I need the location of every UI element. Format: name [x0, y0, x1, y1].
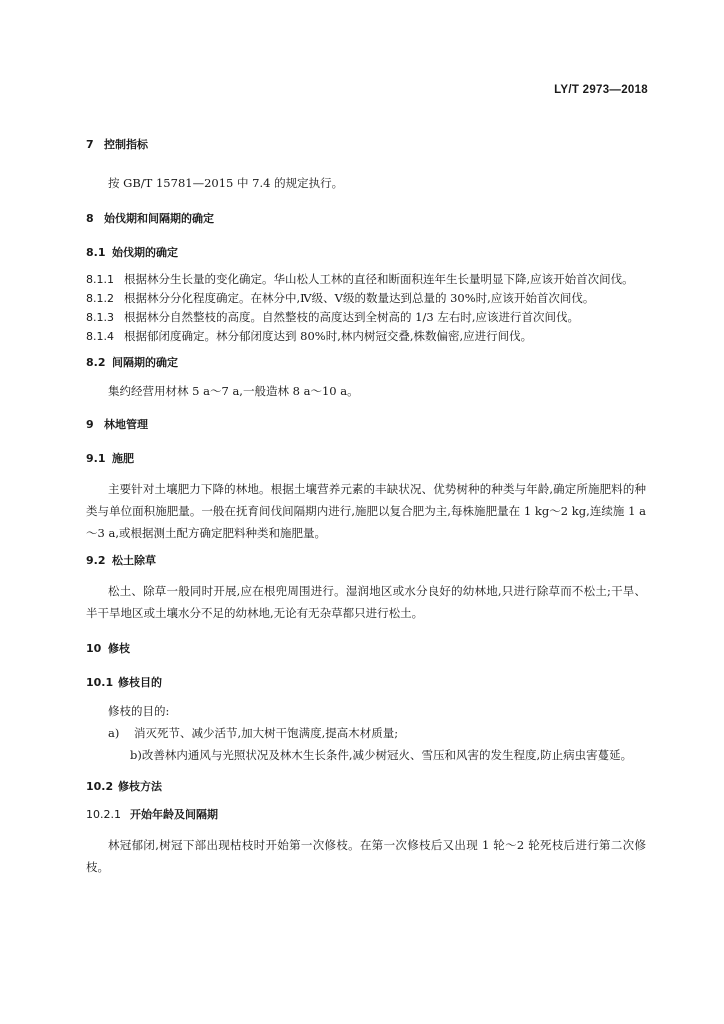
section-number: 8.1: [86, 246, 106, 259]
clause-8-1-2: [86, 289, 646, 308]
section-title: 修枝: [108, 642, 130, 655]
section-8-1-heading: [86, 244, 646, 262]
section-number: 7: [86, 138, 94, 151]
list-item-b: [86, 744, 646, 766]
section-9-2-body: 松土、除草一般同时开展,应在根兜周围进行。湿润地区或水分良好的幼林地,只进行除草而不松土;干旱、半干旱地区或土壤水分不足的幼林地,无论有无杂草都只进行松土。: [86, 584, 646, 620]
section-title: 修枝方法: [118, 780, 162, 793]
section-number: 8.2: [86, 356, 106, 369]
section-10-2-1-heading: [86, 806, 646, 824]
list-item-a: [86, 722, 646, 744]
clause-text: 根据林分分化程度确定。在林分中,Ⅳ级、Ⅴ级的数量达到总量的 30%时,应该开始首次间伐。: [124, 291, 595, 305]
section-title: 控制指标: [104, 138, 148, 151]
clause-8-1-4: [86, 327, 646, 346]
section-title: 间隔期的确定: [112, 356, 178, 369]
document-body: [86, 136, 646, 878]
clause-number: 8.1.3: [86, 311, 114, 324]
section-10-2-heading: [86, 778, 646, 796]
section-10-heading: [86, 640, 646, 658]
section-number: 10.2: [86, 780, 114, 793]
section-9-1-body: 主要针对土壤肥力下降的林地。根据土壤营养元素的丰缺状况、优势树种的种类与年龄,确定所施肥料的种类与单位面积施肥量。一般在抚育间伐间隔期内进行,施肥以复合肥为主,每株施肥量在 1 kg～2 kg,连续施 1 a～3 a,或根据测土配方确定肥料种类和施肥量。: [86, 482, 646, 540]
section-10-1-heading: [86, 674, 646, 692]
section-number: 10.1: [86, 676, 114, 689]
section-title: 松土除草: [112, 554, 156, 567]
list-text: 改善林内通风与光照状况及林木生长条件,减少树冠火、雪压和风害的发生程度,防止病虫害蔓延。: [141, 748, 633, 762]
section-number: 10.2.1: [86, 808, 121, 821]
list-marker: b): [130, 748, 142, 762]
clause-text: 根据郁闭度确定。林分郁闭度达到 80%时,林内树冠交叠,株数偏密,应进行间伐。: [124, 329, 533, 343]
section-10-2-1-body: 林冠郁闭,树冠下部出现枯枝时开始第一次修枝。在第一次修枝后又出现 1 轮～2 轮死枝后进行第二次修枝。: [86, 838, 646, 874]
clause-text: 根据林分生长量的变化确定。华山松人工林的直径和断面积连年生长量明显下降,应该开始首次间伐。: [124, 272, 634, 286]
clause-number: 8.1.1: [86, 273, 114, 286]
section-9-2-heading: [86, 552, 646, 570]
section-7-body: 按 GB/T 15781—2015 中 7.4 的规定执行。: [108, 176, 344, 190]
document-code: LY/T 2973—2018: [554, 84, 648, 96]
section-8-2-heading: [86, 354, 646, 372]
clause-8-1-3: [86, 308, 646, 327]
section-title: 林地管理: [104, 418, 148, 431]
list-marker: a): [108, 726, 120, 740]
section-number: 9.1: [86, 452, 106, 465]
clause-number: 8.1.4: [86, 330, 114, 343]
section-8-heading: [86, 210, 646, 228]
clause-text: 根据林分自然整枝的高度。自然整枝的高度达到全树高的 1/3 左右时,应该进行首次间伐。: [124, 310, 579, 324]
clause-number: 8.1.2: [86, 292, 114, 305]
section-title: 始伐期的确定: [112, 246, 178, 259]
section-9-1-heading: [86, 450, 646, 468]
section-number: 8: [86, 212, 94, 225]
clause-8-1-1: [86, 270, 646, 289]
section-title: 施肥: [112, 452, 134, 465]
section-number: 9: [86, 418, 94, 431]
section-title: 修枝目的: [118, 676, 162, 689]
section-8-1-items: [86, 270, 646, 346]
section-7-heading: [86, 136, 646, 154]
section-8-2-body: 集约经营用材林 5 a～7 a,一般造林 8 a～10 a。: [108, 384, 359, 398]
section-title: 开始年龄及间隔期: [130, 808, 218, 821]
section-10-1-intro: 修枝的目的:: [108, 704, 170, 718]
list-text: 消灭死节、减少活节,加大树干饱满度,提高木材质量;: [134, 726, 399, 740]
section-number: 9.2: [86, 554, 106, 567]
section-number: 10: [86, 642, 102, 655]
section-title: 始伐期和间隔期的确定: [104, 212, 214, 225]
section-9-heading: [86, 416, 646, 434]
